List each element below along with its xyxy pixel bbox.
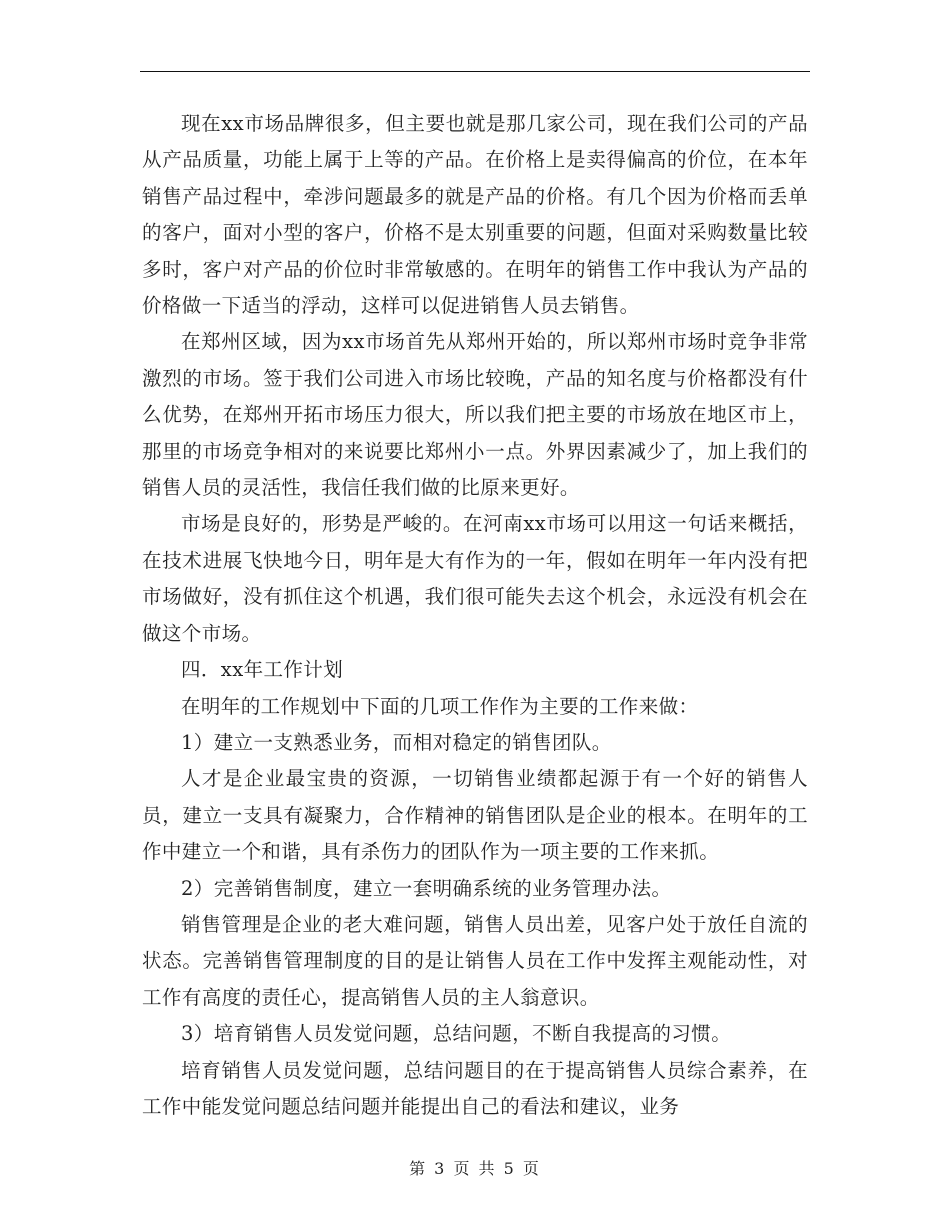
paragraph: 人才是企业最宝贵的资源，一切销售业绩都起源于有一个好的销售人员，建立一支具有凝聚力，合作精神的销售团队是企业的根本。在明年的工作中建立一个和谐，具有杀伤力的团队作为一项主要的工作来抓。: [142, 767, 808, 864]
section-heading: 四．xx年工作计划: [181, 658, 344, 682]
header-rule: [140, 71, 810, 72]
list-item-heading: 3）培育销售人员发觉问题，总结问题，不断自我提高的习惯。: [181, 1022, 732, 1046]
paragraph: 市场是良好的，形势是严峻的。在河南xx市场可以用这一句话来概括，在技术进展飞快地今日，明年是大有作为的一年，假如在明年一年内没有把市场做好，没有抓住这个机遇，我们很可能失去这个机会，永远没有机会在做这个市场。: [142, 512, 808, 645]
list-item-heading: 1）建立一支熟悉业务，而相对稳定的销售团队。: [181, 730, 612, 754]
list-item-heading: 2）完善销售制度，建立一套明确系统的业务管理办法。: [181, 876, 672, 900]
paragraph: 培育销售人员发觉问题，总结问题目的在于提高销售人员综合素养，在工作中能发觉问题总结问题并能提出自己的看法和建议，业务: [142, 1058, 808, 1118]
paragraph: 在明年的工作规划中下面的几项工作作为主要的工作来做：: [181, 694, 699, 718]
paragraph: 现在xx市场品牌很多，但主要也就是那几家公司，现在我们公司的产品从产品质量，功能上属于上等的产品。在价格上是卖得偏高的价位，在本年销售产品过程中，牵涉问题最多的就是产品的价格。有几个因为价格而丢单的客户，面对小型的客户，价格不是太别重要的问题，但面对采购数量比较多时，客户对产品的价位时非常敏感的。在明年的销售工作中我认为产品的价格做一下适当的浮动，这样可以促进销售人员去销售。: [142, 112, 808, 318]
page-footer: 第 3 页 共 5 页: [409, 1159, 541, 1178]
paragraph: 在郑州区域，因为xx市场首先从郑州开始的，所以郑州市场时竞争非常激烈的市场。签于我们公司进入市场比较晚，产品的知名度与价格都没有什么优势，在郑州开拓市场压力很大，所以我们把主要的市场放在地区市上，那里的市场竞争相对的来说要比郑州小一点。外界因素减少了，加上我们的销售人员的灵活性，我信任我们做的比原来更好。: [142, 330, 808, 500]
document-body: [142, 106, 808, 1125]
paragraph: 销售管理是企业的老大难问题，销售人员出差，见客户处于放任自流的状态。完善销售管理制度的目的是让销售人员在工作中发挥主观能动性，对工作有高度的责任心，提高销售人员的主人翁意识。: [142, 912, 808, 1009]
